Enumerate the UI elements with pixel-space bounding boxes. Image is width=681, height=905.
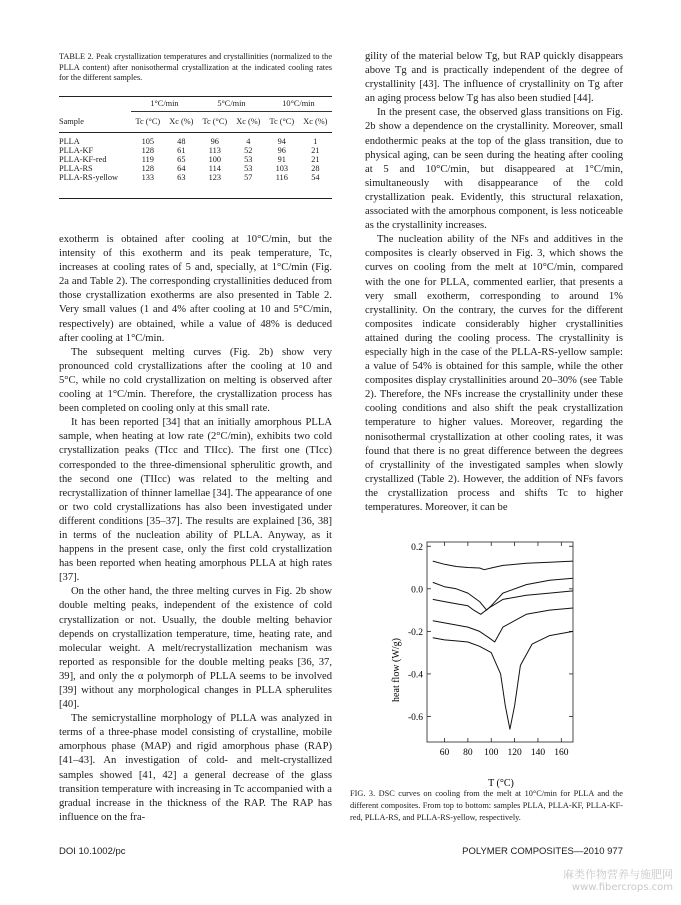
plot-frame	[427, 542, 573, 742]
paragraph: In the present case, the observed glass transitions on Fig. 2b show a dependence on the crystallinity. Moreover, small endothermic peaks at the top of the glass transition, due to physical aging, can be seen during the heating after cooling at 5 and 10°C/min, but disappeared at 1°C/min, simultaneously with disappearance of the cold crystallization peak. Evidently, this structural relaxation, associated with the amorphous component, is less noticeable as the crystallinity increases.	[365, 107, 623, 232]
paragraph: On the other hand, the three melting curves in Fig. 2b show double melting peaks, independent of the existence of cold crystallization or not. Usually, the double melting behavior depends on crystallization temperature, time, heating rate, and molecular weight. A melt/recrystallization mechanism was reported as responsible for the double melting peaks [36, 37, 39], and only the α polymorph of PLLA seems to be involved [39] without any morphological changes in PLLA spherulites [40].	[59, 586, 332, 711]
x-tick-label: 80	[463, 748, 473, 758]
table-bottom-rule	[59, 198, 332, 199]
table-row: PLLA-KF-red 119 65 100 53 91 21	[59, 155, 320, 164]
x-axis-label: T (°C)	[488, 778, 514, 789]
y-tick-label: -0.2	[407, 627, 423, 638]
paragraph: It has been reported [34] that an initially amorphous PLLA sample, when heating at low rate (2°C/min), exhibits two cold crystallization peaks (TIcc and TIIcc). The first one (TIcc) corresponded to the three-dimensional spherulitic growth, and the second one (TIIcc) was related to the melting and recrystallization of thinner lamellae [34]. The appearance of one or two cold crystallizations has also been investigated under different conditions [35–37]. The results are explained [36, 38] in terms of the nucleation ability of PLLA. Anyway, as it happens in the present case, only the first cold crystallization has been reported when heating amorphous PLLA at high rates [37].	[59, 417, 332, 584]
sample-header: Sample	[59, 117, 84, 126]
table-row: PLLA-RS-yellow 133 63 123 57 116 54	[59, 173, 320, 182]
dsc-curve-4	[433, 608, 573, 642]
doi-footer: DOI 10.1002/pc	[59, 846, 126, 857]
y-tick-label: 0.0	[411, 585, 423, 596]
dsc-chart	[365, 530, 623, 792]
col-header: Xc (%)	[169, 117, 194, 127]
col-header: Tc (°C)	[202, 117, 228, 127]
col-header: Xc (%)	[236, 117, 261, 127]
paragraph: gility of the material below Tg, but RAP quickly disappears above Tg and is practically independent of the degree of crystallinity [43]. The influence of crystallinity on Tg after an aging process below Tg has also been studied [44].	[365, 51, 623, 105]
paragraph: exotherm is obtained after cooling at 10°C/min, but the intensity of this exotherm and its peak temperature, Tc, increases at cooling rates of 5 and, specially, at 1°C/min (Fig. 2a and Table 2). The corresponding crystallinities deduced from those crystallization exotherms are also presented in Table 2. Very small values (1 and 4% after cooling at 10 and 5°C/min, respectively) are obtained, while a value of 48% is deduced after cooling at 1°C/min.	[59, 234, 332, 344]
table-row: PLLA-KF 128 61 113 52 96 21	[59, 146, 320, 155]
rate-header-10: 10°C/min	[265, 97, 332, 111]
table-row: PLLA-RS 128 64 114 53 103 28	[59, 164, 320, 173]
dsc-curve-5	[433, 631, 573, 729]
y-tick-label: -0.6	[407, 712, 423, 723]
col-header: Tc (°C)	[269, 117, 295, 127]
x-tick-label: 140	[530, 748, 546, 758]
dsc-curve-2	[433, 578, 573, 610]
table-caption: TABLE 2. Peak crystallization temperatures and crystallinities (normalized to the PLLA content) after nonisothermal crystallization at the indicated cooling rates for the different samples.	[59, 52, 332, 83]
x-tick-label: 160	[554, 748, 569, 758]
col-header: Xc (%)	[303, 117, 328, 127]
watermark-text: 麻类作物营养与施肥网	[563, 868, 673, 881]
col-header: Tc (°C)	[135, 117, 161, 127]
watermark-url: www.fibercrops.com	[571, 882, 673, 893]
rate-header-1: 1°C/min	[131, 97, 198, 111]
left-text-column	[59, 233, 332, 825]
paragraph: The semicrystalline morphology of PLLA was analyzed in terms of a three-phase model consisting of crystalline, mobile amorphous phase (MAP) and rigid amorphous phase (RAP) [41–43]. An investigation of cold- and melt-crystallized samples showed [41, 42] a general decrease of the glass transition temperature with increasing in Tc accompanied with a gradual increase in the thickness of the RAP. The RAP has influence on the fra-	[59, 713, 332, 823]
rate-header-5: 5°C/min	[198, 97, 265, 111]
x-tick-label: 100	[484, 748, 499, 758]
dsc-curve-1	[433, 561, 573, 570]
y-axis-label: heat flow (W/g)	[391, 638, 402, 702]
right-text-column	[365, 50, 623, 515]
journal-footer: POLYMER COMPOSITES—2010 977	[462, 846, 623, 857]
x-tick-label: 120	[507, 748, 522, 758]
dsc-curve-3	[433, 591, 573, 614]
paragraph: The subsequent melting curves (Fig. 2b) show very pronounced cold crystallizations after the cooling at 10 and 5°C, while no cold crystallization on melting is observed after cooling at 1°C/min. Therefore, the crystallization process has been completed on cooling only at this small rate.	[59, 346, 332, 415]
crystallization-table	[59, 97, 332, 182]
paragraph: The nucleation ability of the NFs and additives in the composites is clearly observed in Fig. 3, which shows the curves on cooling from the melt at 10°C/min, compared with the one for PLLA, commented earlier, that presents a very small exotherm, corresponding to around 1% crystallinity. On the contrary, the curves for the different composites indicate considerably higher crystallinities attained during the cooling process. The crystallinity is especially high in the case of the PLLA-RS-yellow sample: a value of 54% is obtained for this sample, while the other composites display crystallinities around 20–30% (see Table 2). Therefore, the NFs increase the crystallinity under these cooling conditions and also shift the peak crystallization temperature to higher values. Moreover, regarding the nonisothermal crystallization at other cooling rates, it was found that there is no great difference between the degrees of crystallinity of the investigated samples when slowly crystallized (Table 2). However, the addition of NFs favors the crystallization process and shifts Tc to higher temperatures. Moreover, it can be	[365, 234, 623, 513]
y-tick-label: -0.4	[407, 670, 423, 681]
y-tick-label: 0.2	[411, 542, 423, 553]
x-tick-label: 60	[439, 748, 450, 758]
figure-caption: FIG. 3. DSC curves on cooling from the melt at 10°C/min for PLLA and the different composites. From top to bottom: samples PLLA, PLLA-KF, PLLA-KF-red, PLLA-RS, and PLLA-RS-yellow, respectively.	[350, 789, 623, 822]
table-row: PLLA 105 48 96 4 94 1	[59, 137, 318, 146]
